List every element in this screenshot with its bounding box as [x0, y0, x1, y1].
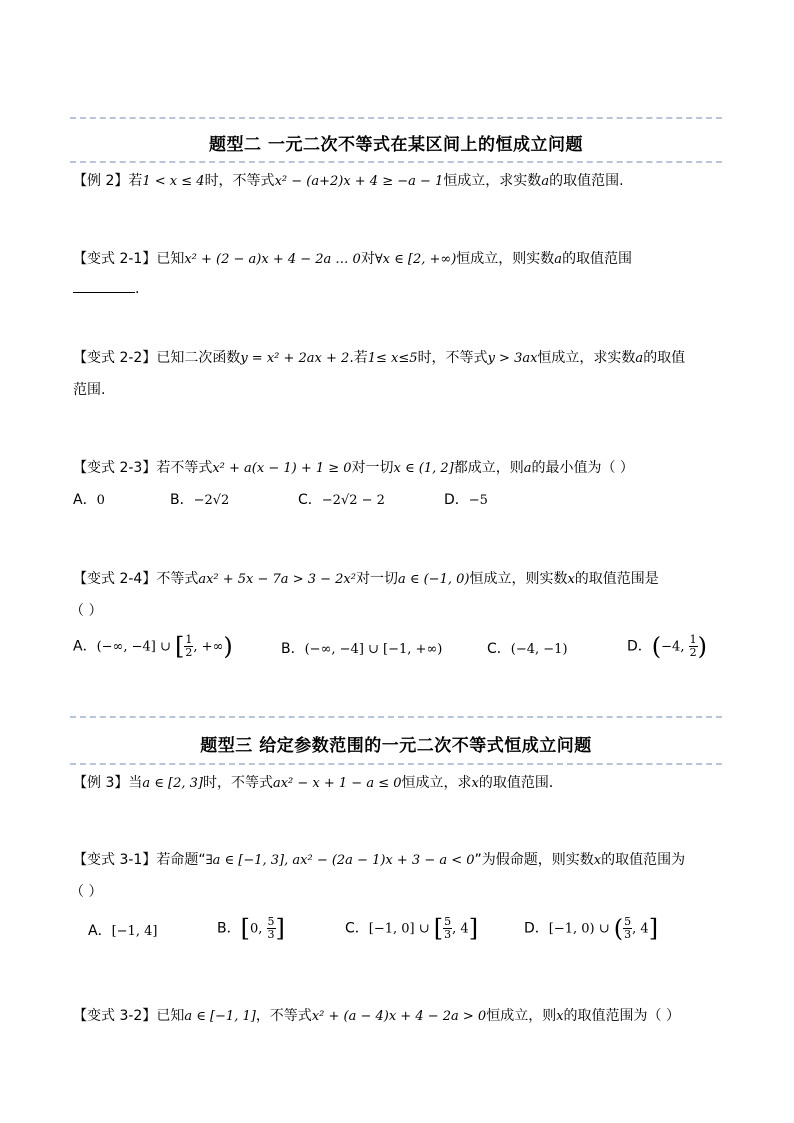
- example-2-label: 【例 2】: [73, 173, 129, 189]
- example-2: 【例 2】若1 < x ≤ 4时，不等式x² − (a+2)x + 4 ≥ −a − 1恒成立，求实数a的取值范围.: [73, 173, 624, 189]
- variant-2-2-label: 【变式 2-2】: [73, 350, 157, 366]
- option-d: D．−5: [444, 492, 488, 508]
- option-b: B．(−∞, −4] ∪ [−1, +∞): [281, 641, 443, 657]
- fraction: $\frac{5}{3}$: [444, 915, 452, 941]
- option-a: A．(−∞, −4] ∪ [ $\frac{1}{2}$ , +∞): [73, 632, 233, 661]
- variant-2-2-continuation: 范围.: [73, 382, 106, 398]
- fraction: $\frac{5}{3}$: [624, 915, 632, 941]
- variant-2-2: 【变式 2-2】已知二次函数y = x² + 2ax + 2.若1≤ x≤5时，不等式y > 3ax恒成立，求实数a的取值: [73, 350, 686, 366]
- inequality-math: x² + a(x − 1) + 1 ≥ 0: [212, 461, 352, 476]
- answer-paren: （ ）: [70, 884, 103, 900]
- option-c: C．[−1, 0] ∪ [ $\frac{5}{3}$ , 4]: [345, 914, 479, 943]
- proposition-math: ∃a ∈ [−1, 3], ax² − (2a − 1)x + 3 − a < 0: [205, 853, 475, 868]
- inequality-math: ax² − x + 1 − a ≤ 0: [272, 776, 402, 791]
- variant-2-1-label: 【变式 2-1】: [73, 251, 157, 267]
- inequality-math: y > 3ax: [487, 351, 538, 366]
- example-3: 【例 3】当a ∈ [2, 3]时，不等式ax² − x + 1 − a ≤ 0恒成立，求x的取值范围．: [73, 775, 563, 791]
- condition-math: 1 < x ≤ 4: [142, 174, 205, 189]
- option-d: D．[−1, 0) ∪ ( $\frac{5}{3}$ , 4]: [524, 914, 659, 943]
- variant-2-3: 【变式 2-3】若不等式x² + a(x − 1) + 1 ≥ 0对一切x ∈ (1, 2]都成立，则a的最小值为（ ）: [73, 460, 634, 476]
- condition-math: a ∈ (−1, 0): [397, 572, 470, 587]
- inequality-math: x² − (a+2)x + 4 ≥ −a − 1: [274, 174, 444, 189]
- variant-3-1: 【变式 3-1】若命题“∃a ∈ [−1, 3], ax² − (2a − 1)x + 3 − a < 0”为假命题，则实数x的取值范围为: [73, 852, 686, 868]
- section3-title: 题型三 给定参数范围的一元二次不等式恒成立问题: [200, 736, 592, 756]
- variant-2-4: 【变式 2-4】不等式ax² + 5x − 7a > 3 − 2x²对一切a ∈ (−1, 0)恒成立，则实数x的取值范围是: [73, 571, 659, 587]
- variant-2-4-label: 【变式 2-4】: [73, 571, 157, 587]
- section3-bottom-divider: [70, 763, 722, 765]
- answer-paren: （ ）: [70, 603, 103, 619]
- section2-title: 题型二 一元二次不等式在某区间上的恒成立问题: [209, 135, 583, 155]
- example-3-label: 【例 3】: [73, 775, 129, 791]
- option-c: C．(−4, −1): [487, 641, 568, 657]
- option-a: A．[−1, 4]: [88, 923, 158, 939]
- condition-math: a ∈ [−1, 1]: [184, 1009, 256, 1024]
- answer-blank: [73, 280, 135, 293]
- option-c: C．−2√2 − 2: [298, 492, 385, 508]
- section2-bottom-divider: [70, 161, 722, 163]
- expression-math: x² + (2 − a)x + 4 − 2a … 0: [184, 252, 361, 267]
- option-b: B．[0, $\frac{5}{3}$ ]: [217, 914, 285, 943]
- variant-2-3-label: 【变式 2-3】: [73, 460, 157, 476]
- option-a: A．0: [73, 492, 105, 508]
- condition-math: x ∈ (1, 2]: [393, 461, 454, 476]
- function-math: y = x² + 2ax + 2: [240, 351, 350, 366]
- variant-3-2-label: 【变式 3-2】: [73, 1008, 157, 1024]
- quantifier-math: ∀x ∈ [2, +∞): [374, 252, 457, 267]
- fraction: $\frac{5}{3}$: [267, 915, 275, 941]
- condition-math: 1≤ x≤5: [367, 351, 418, 366]
- variant-2-1-answer-line: .: [73, 280, 139, 297]
- option-d: D．(−4, $\frac{1}{2}$ ): [627, 632, 707, 661]
- inequality-math: x² + (a − 4)x + 4 − 2a > 0: [311, 1009, 487, 1024]
- fraction: $\frac{1}{2}$: [689, 633, 697, 659]
- fraction: $\frac{1}{2}$: [185, 633, 193, 659]
- condition-math: a ∈ [2, 3]: [142, 776, 203, 791]
- variant-3-1-label: 【变式 3-1】: [73, 852, 157, 868]
- inequality-math: ax² + 5x − 7a > 3 − 2x²: [198, 572, 356, 587]
- option-b: B．−2√2: [170, 492, 230, 508]
- variant-2-1: 【变式 2-1】已知x² + (2 − a)x + 4 − 2a … 0对∀x ∈ [2, +∞)恒成立，则实数a的取值范围: [73, 251, 633, 267]
- variant-3-2: 【变式 3-2】已知a ∈ [−1, 1]，不等式x² + (a − 4)x + 4 − 2a > 0恒成立，则x的取值范围为（ ）: [73, 1008, 680, 1024]
- section3-top-divider: [70, 716, 722, 718]
- section2-top-divider: [70, 117, 722, 119]
